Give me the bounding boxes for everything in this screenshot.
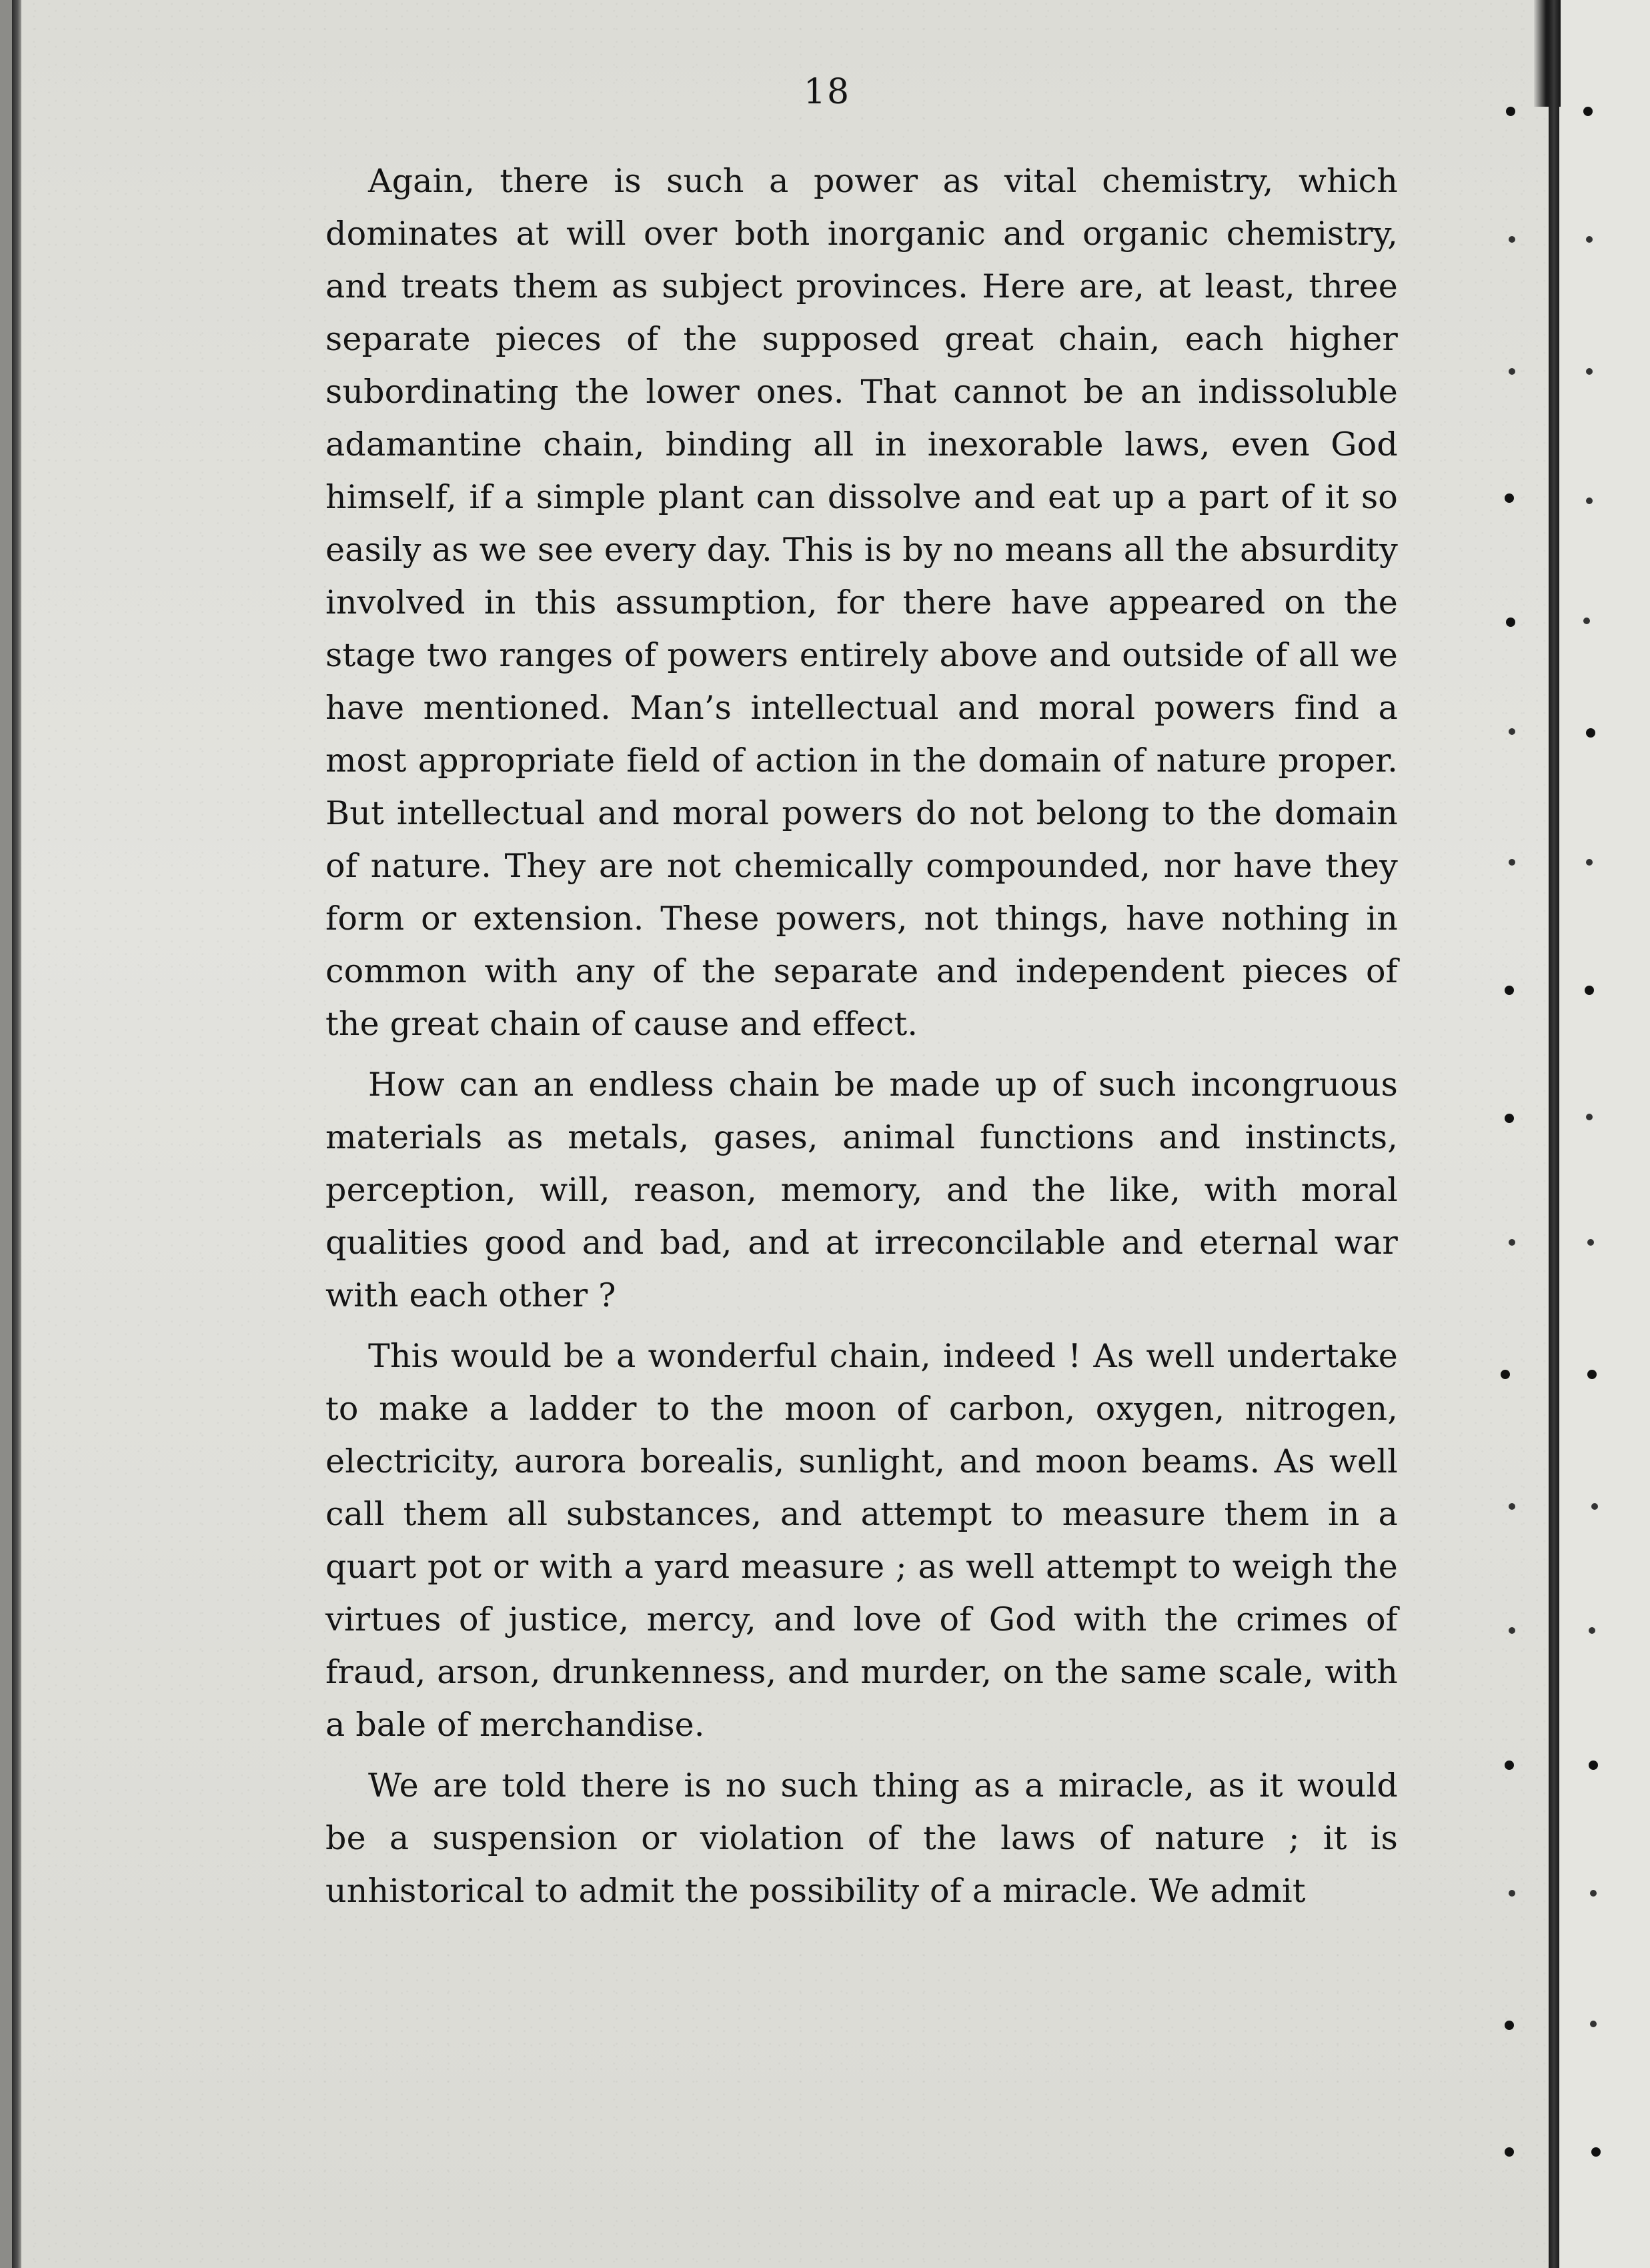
left-page-edge [12,0,21,2268]
stitch-hole [1587,1239,1594,1246]
stitch-hole [1506,618,1515,627]
stitch-hole [1589,1761,1598,1770]
stitch-hole [1501,1370,1510,1379]
body-text [325,155,1398,1925]
stitch-hole [1583,618,1590,624]
stitch-hole [1509,728,1515,735]
binding-line [1549,0,1559,2268]
stitch-hole [1509,859,1515,866]
stitch-hole [1509,236,1515,243]
paragraph: Again, there is such a power as vital chemistry, which dominates at will over both inorganic and organic chemistry, and treats them as subject provinces. Here are, at least, three separate pieces of the supposed great chain, each higher subordinating the lower ones. That cannot be an indissoluble adamantine chain, binding all in inexorable laws, even God himself, if a simple plant can dissolve and eat up a part of it so easily as we see every day. This is by no means all the absurdity involved in this assumption, for there have appeared on the stage two ranges of powers entirely above and outside of all we have mentioned. Man’s intellectual and moral powers find a most appropriate field of action in the domain of nature proper. But intellectual and moral powers do not belong to the domain of nature. They are not chemically compounded, nor have they form or extension. These powers, not things, have nothing in common with any of the separate and independent pieces of the great chain of cause and effect. [325,162,1398,1043]
binding-margin [1559,0,1650,2268]
stitch-hole [1589,1627,1595,1634]
left-scan-shadow [0,0,12,2268]
stitch-hole [1587,1370,1597,1379]
stitch-hole [1505,2021,1514,2030]
paragraph: How can an endless chain be made up of such incongruous materials as metals, gases, animal functions and instincts, perception, will, reason, memory, and the like, with moral qualities good and bad, and at irreconcilable and eternal war with each other ? [325,1066,1398,1314]
stitch-hole [1590,1890,1597,1897]
stitch-hole [1590,2021,1597,2027]
stitch-hole [1506,107,1515,116]
stitch-hole [1591,1503,1598,1510]
stitch-hole [1586,859,1593,866]
stitch-hole [1509,1503,1515,1510]
stitch-hole [1509,1627,1515,1634]
stitch-hole [1505,1114,1514,1123]
stitch-hole [1509,1890,1515,1897]
stitch-hole [1586,497,1593,504]
stitch-hole [1509,368,1515,375]
paragraph: We are told there is no such thing as a miracle, as it would be a suspension or violation of the laws of nature ; it is unhistorical to admit the possibility of a miracle. We admit [325,1767,1398,1910]
stitch-hole [1583,107,1593,116]
stitch-hole [1591,2147,1601,2157]
stitch-hole [1505,2147,1514,2157]
stitch-hole [1586,236,1593,243]
stitch-hole [1586,728,1595,738]
paragraph: This would be a wonderful chain, indeed ! As well undertake to make a ladder to the moon of carbon, oxygen, nitrogen, electricity, aurora borealis, sunlight, and moon beams. As well call them all substances, and attempt to measure them in a quart pot or with a yard measure ; as well attempt to weigh the virtues of justice, mercy, and love of God with the crimes of fraud, arson, drunkenness, and murder, on the same scale, with a bale of merchandise. [325,1337,1398,1744]
stitch-hole [1505,986,1514,995]
stitch-hole [1505,493,1514,503]
stitch-hole [1586,368,1593,375]
page-number: 18 [803,72,851,112]
stitch-hole [1505,1761,1514,1770]
stitch-hole [1509,1239,1515,1246]
stitch-hole [1586,1114,1593,1120]
stitch-hole [1585,986,1594,995]
